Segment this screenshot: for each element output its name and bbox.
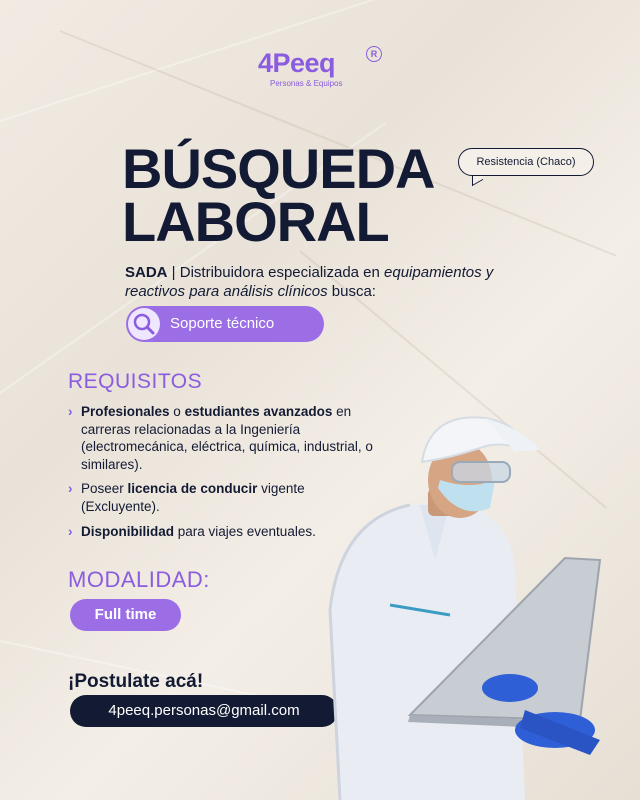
req-emphasis: Disponibilidad [81, 524, 174, 539]
req-text: Poseer [81, 481, 128, 496]
title-line-2: LABORAL [122, 190, 389, 253]
company-name: SADA [125, 264, 168, 281]
modality-badge: Full time [70, 599, 181, 631]
brand-logo [258, 48, 388, 92]
location-badge: Resistencia (Chaco) [458, 148, 594, 176]
search-icon [128, 308, 160, 340]
chevron-right-icon: › [68, 481, 73, 496]
intro-specialty: equipamientos y reactivos para análisis clínicos [125, 264, 494, 300]
email-link[interactable]: 4peeq.personas@gmail.com [70, 695, 338, 727]
req-text: vigente (Excluyente). [81, 481, 305, 514]
req-text: para viajes eventuales. [174, 524, 316, 539]
logo-wordmark: 4Peeq [258, 48, 336, 78]
chevron-right-icon: › [68, 404, 73, 419]
technician-photo [300, 410, 640, 800]
role-label: Soporte técnico [170, 315, 275, 332]
role-badge [126, 306, 324, 342]
req-text: o [169, 404, 185, 419]
req-emphasis: licencia de conducir [127, 481, 258, 496]
title-line-1: BÚSQUEDA [122, 137, 435, 200]
intro-tail: busca: [327, 283, 376, 300]
req-emphasis: Profesionales [81, 404, 170, 419]
logo-tagline: Personas & Equipos [270, 79, 343, 88]
intro-description: | Distribuidora especializada en [167, 264, 385, 281]
req-emphasis: estudiantes avanzados [184, 404, 333, 419]
requirements-heading: REQUISITOS [68, 370, 203, 393]
req-text: en carreras relacionadas a la Ingeniería (electromecánica, eléctrica, química, industrial, o similares). [81, 404, 373, 472]
cta-heading: ¡Postulate acá! [68, 671, 204, 692]
registered-mark: R [366, 46, 382, 62]
chevron-right-icon: › [68, 524, 73, 539]
modality-heading: MODALIDAD: [68, 567, 210, 592]
intro-text [125, 263, 545, 301]
